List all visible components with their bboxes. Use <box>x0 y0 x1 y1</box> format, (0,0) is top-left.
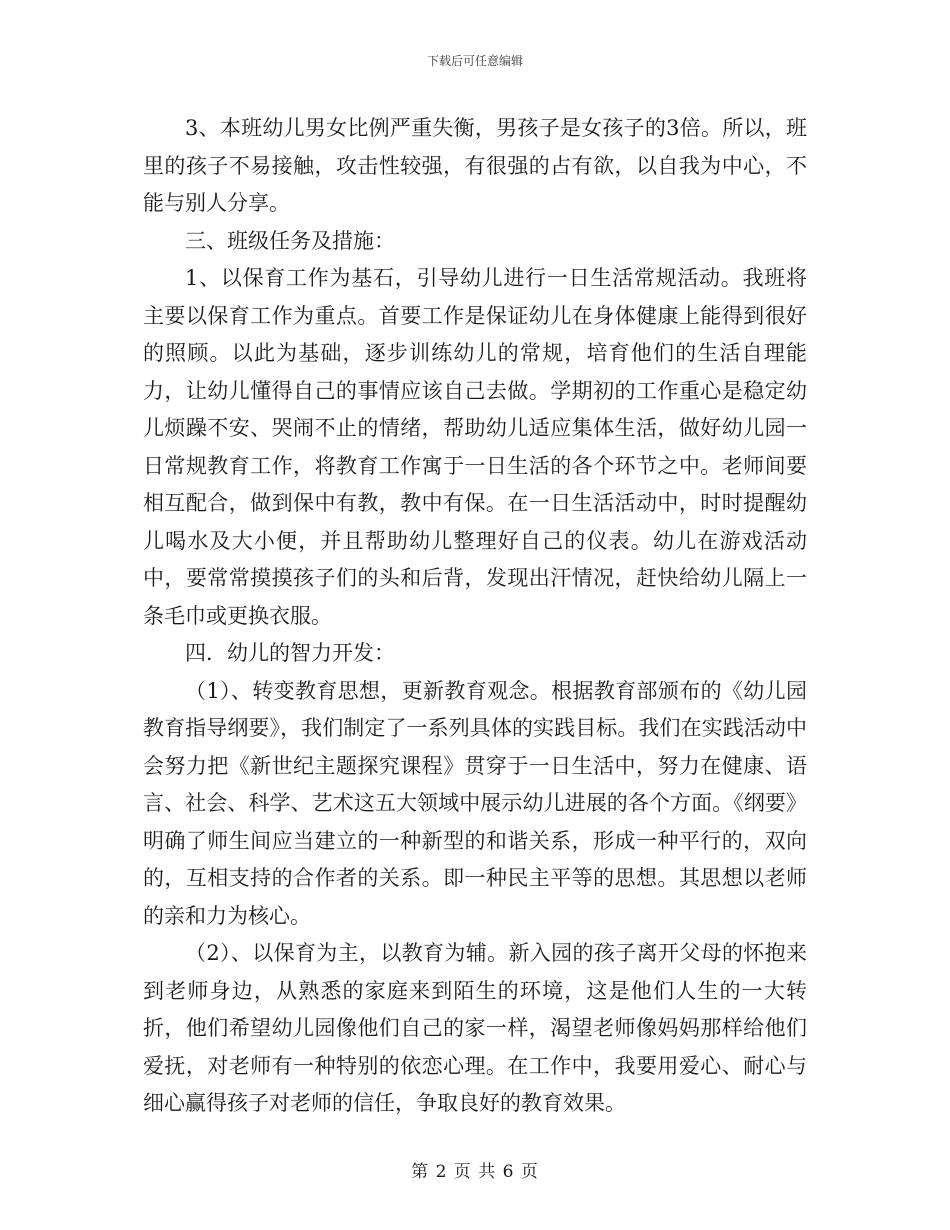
paragraph: 3、本班幼儿男女比例严重失衡，男孩子是女孩子的3倍。所以，班里的孩子不易接触，攻击性较强，有很强的占有欲，以自我为中心，不能与别人分享。 <box>143 116 807 215</box>
document-body <box>143 110 807 1123</box>
paragraph: （2）、以保育为主，以教育为辅。新入园的孩子离开父母的怀抱来到老师身边，从熟悉的家庭来到陌生的环境，这是他们人生的一大转折，他们希望幼儿园像他们自己的家一样，渴望老师像妈妈那样给他们爱抚，对老师有一种特别的依恋心理。在工作中，我要用爱心、耐心与细心赢得孩子对老师的信任，争取良好的教育效果。 <box>143 941 807 1115</box>
section-heading: 三、班级任务及措施： <box>185 228 395 253</box>
page-number-footer: 第 2 页 共 6 页 <box>411 1162 539 1182</box>
page-header: 下载后可任意编辑 <box>426 54 523 68</box>
paragraph: 1、以保育工作为基石，引导幼儿进行一日生活常规活动。我班将主要以保育工作为重点。首要工作是保证幼儿在身体健康上能得到很好的照顾。以此为基础，逐步训练幼儿的常规，培育他们的生活自理能力，让幼儿懂得自己的事情应该自己去做。学期初的工作重心是稳定幼儿烦躁不安、哭闹不止的情绪，帮助幼儿适应集体生活，做好幼儿园一日常规教育工作，将教育工作寓于一日生活的各个环节之中。老师间要相互配合，做到保中有教，教中有保。在一日生活活动中，时时提醒幼儿喝水及大小便，并且帮助幼儿整理好自己的仪表。幼儿在游戏活动中，要常常摸摸孩子们的头和后背，发现出汗情况，赶快给幼儿隔上一条毛巾或更换衣服。 <box>143 266 807 628</box>
section-heading: 四．幼儿的智力开发： <box>185 641 395 665</box>
paragraph: （1）、转变教育思想，更新教育观念。根据教育部颁布的《幼儿园教育指导纲要》，我们制定了一系列具体的实践目标。我们在实践活动中会努力把《新世纪主题探究课程》贯穿于一日生活中，努力在健康、语言、社会、科学、艺术这五大领域中展示幼儿进展的各个方面。《纲要》明确了师生间应当建立的一种新型的和谐关系，形成一种平行的，双向的，互相支持的合作者的关系。即一种民主平等的思想。其思想以老师的亲和力为核心。 <box>143 678 807 928</box>
